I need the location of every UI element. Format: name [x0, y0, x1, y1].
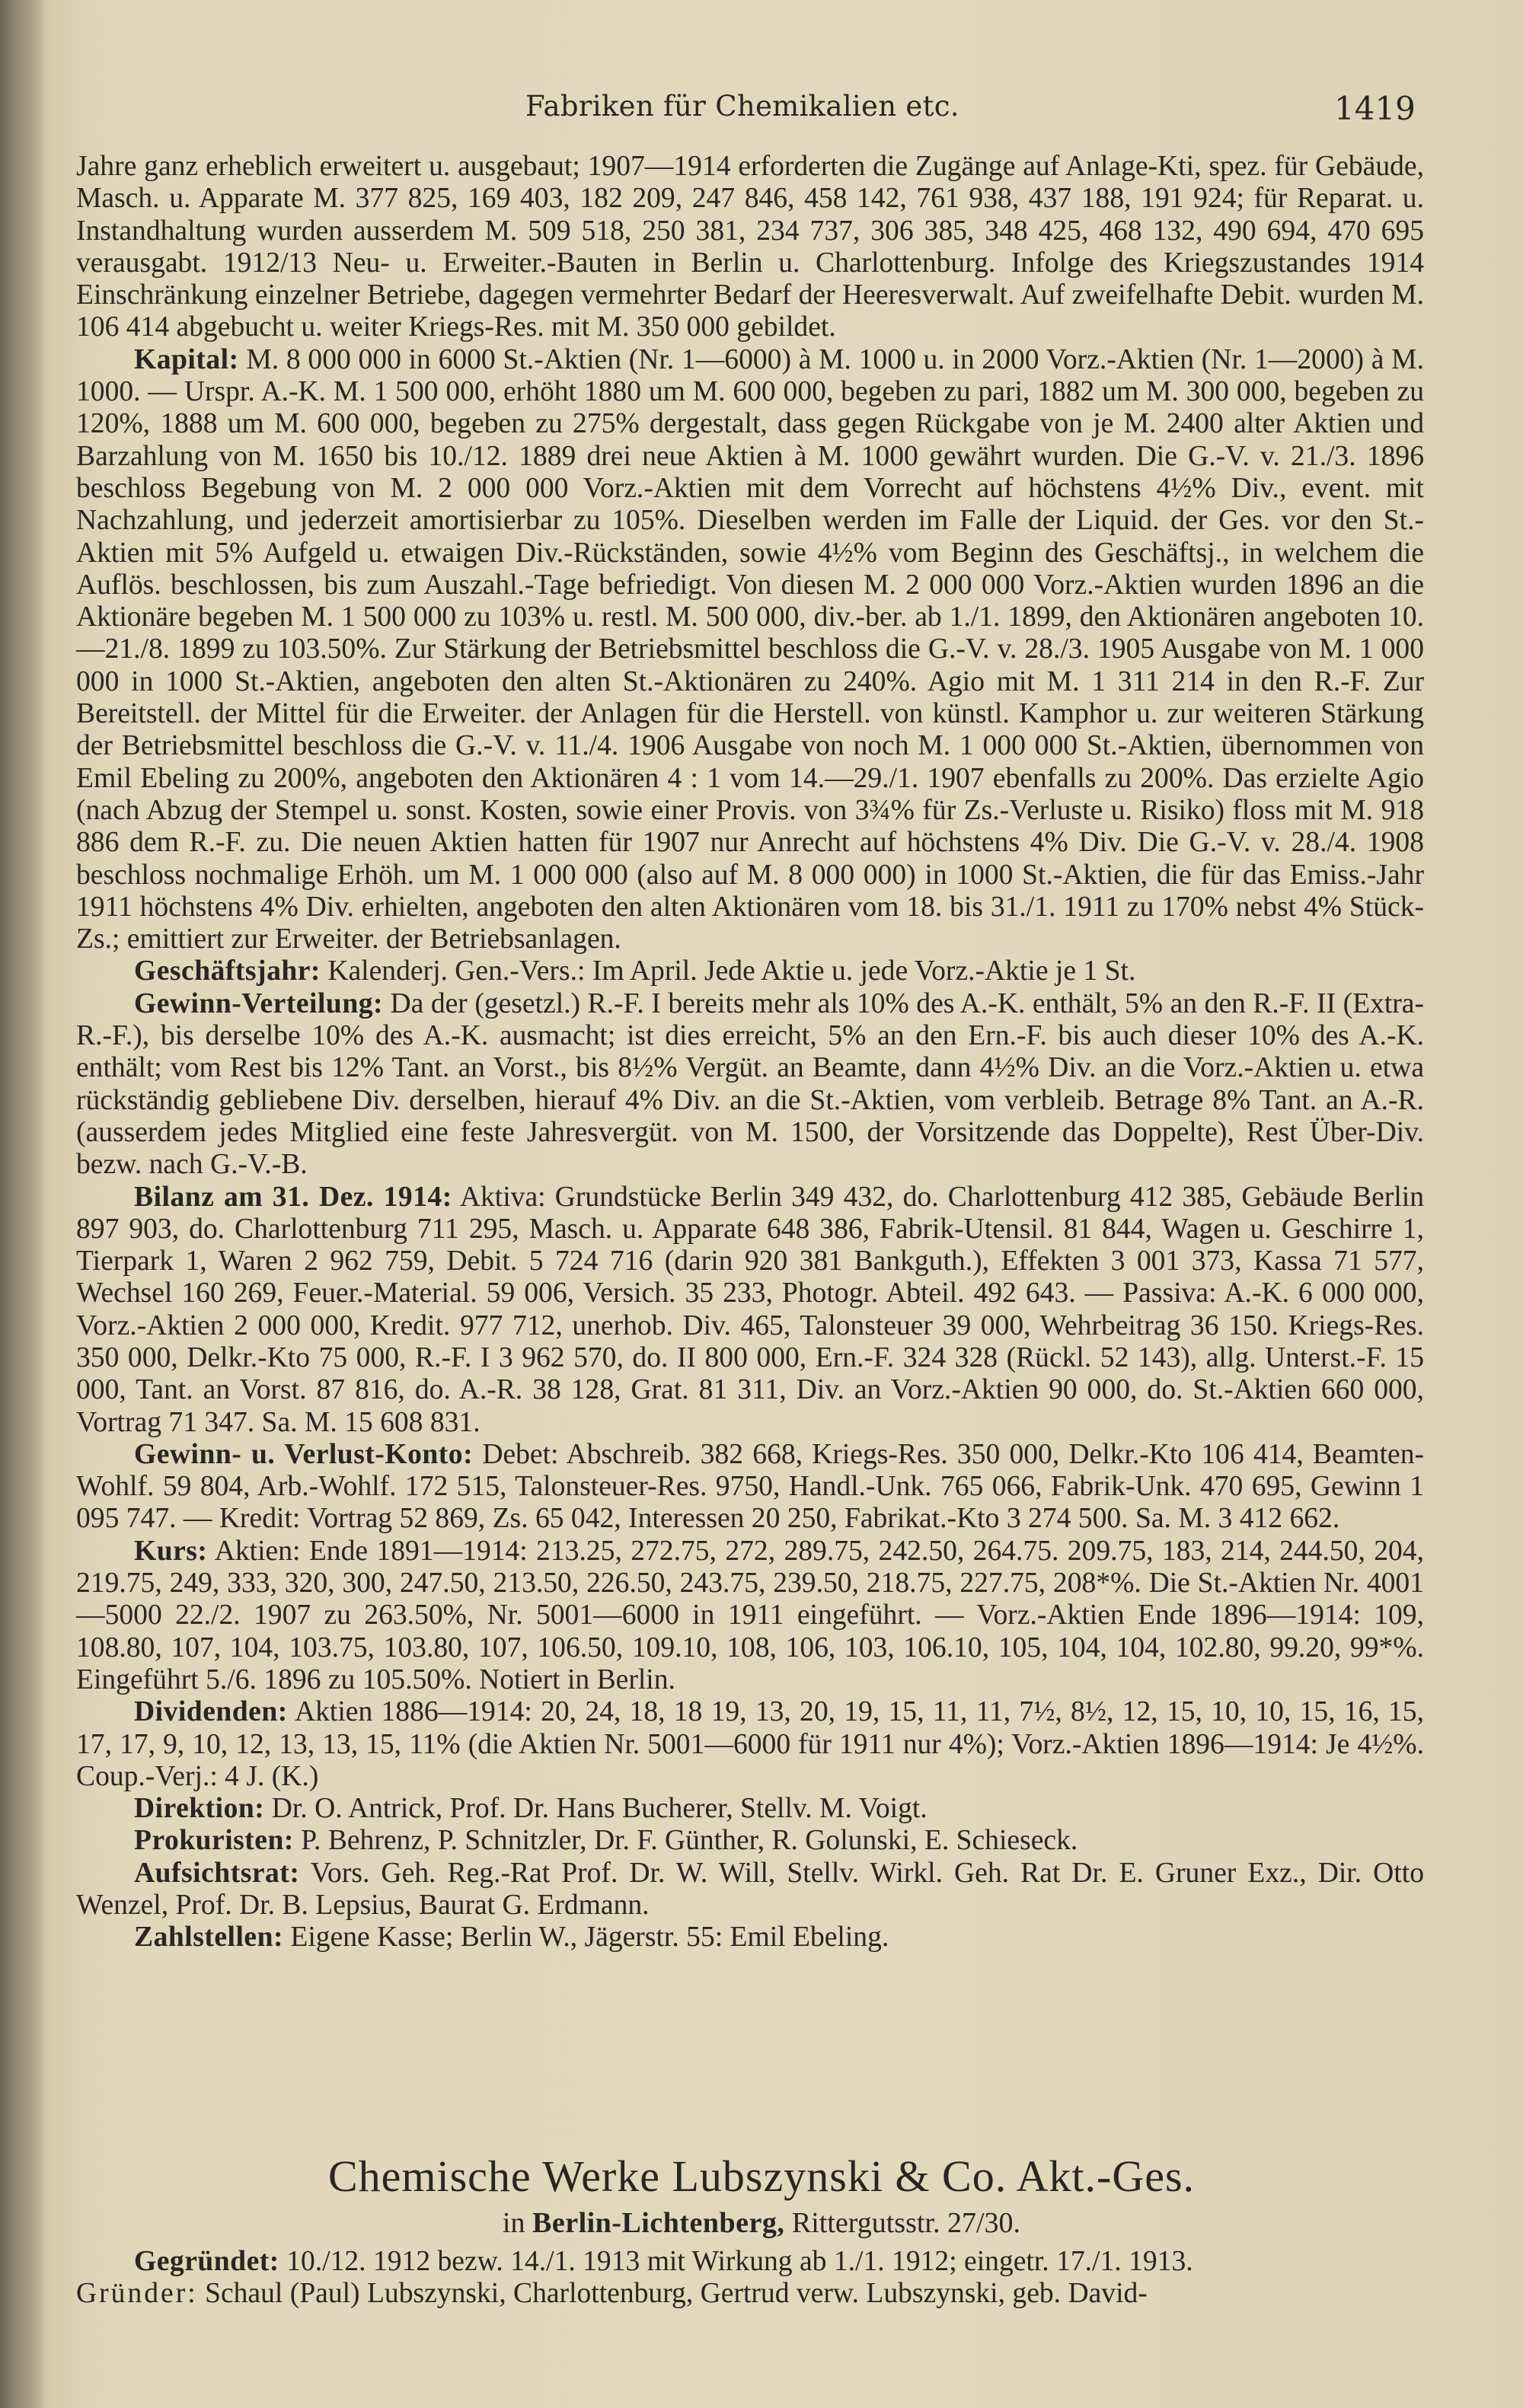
company-heading: Chemische Werke Lubszynski & Co. Akt.-Ges. [327, 2151, 1196, 2201]
paragraph-gegruendet: Gegründet: 10./12. 1912 bezw. 14./1. 1913 mit Wirkung ab 1./1. 1912; eingetr. 17./1. 1913. [134, 2246, 1193, 2277]
paragraph-intro: Jahre ganz erheblich erweitert u. ausgebaut; 1907—1914 erforderten die Zugänge auf Anlage-Kti, spez. für Gebäude, Masch. u. Apparate M. 377 825, 169 403, 182 209, 247 846, 458 142, 761 938, 437 188, 191 924; für Reparat. u. Instandhaltung wurden ausserdem M. 509 518, 250 381, 234 737, 306 385, 348 425, 468 132, 490 694, 470 695 verausgabt. 1912/13 Neu- u. Erweiter.-Bauten in Berlin u. Charlottenburg. Infolge des Kriegszustandes 1914 Einschränkung einzelner Betriebe, dagegen vermehrter Bedarf der Heeresverwalt. Auf zweifelhafte Debit. wurden M. 106 414 abgebucht u. weiter Kriegs-Res. mit M. 350 000 gebildet. [76, 151, 1424, 343]
paragraph-kurs: Kurs: Aktien: Ende 1891—1914: 213.25, 272.75, 272, 289.75, 242.50, 264.75. 209.75, 183, 214, 244.50, 204, 219.75, 249, 333, 320, 300, 247.50, 213.50, 226.50, 243.75, 239.50, 218.75, 227.75, 208*%. Die St.-Aktien Nr. 4001—5000 22./2. 1907 zu 263.50%, Nr. 5001—6000 in 1911 eingeführt. — Vorz.-Aktien Ende 1896—1914: 109, 108.80, 107, 104, 103.75, 103.80, 107, 106.50, 109.10, 108, 106, 103, 106.10, 105, 104, 104, 102.80, 99.20, 99*%. Eingeführt 5./6. 1896 zu 105.50%. Notiert in Berlin. [76, 1535, 1424, 1695]
page-header [0, 90, 1523, 136]
paragraph-direktion: Direktion: Dr. O. Antrick, Prof. Dr. Hans Bucherer, Stellv. M. Voigt. [134, 1793, 928, 1825]
running-title: Fabriken für Chemikalien etc. [525, 90, 959, 123]
section-label: Aufsichtsrat: [134, 1857, 300, 1889]
location-prefix: in [502, 2207, 525, 2239]
section-label: Dividenden: [134, 1696, 288, 1728]
paragraph-gewinn-verlust: Gewinn- u. Verlust-Konto: Debet: Abschreib. 382 668, Kriegs-Res. 350 000, Delkr.-Kto 106 414, Beamten-Wohlf. 59 804, Arb.-Wohlf. 172 515, Talonsteuer-Res. 9750, Handl.-Unk. 765 066, Fabrik-Unk. 470 695, Gewinn 1 095 747. — Kredit: Vortrag 52 869, Zs. 65 042, Interessen 20 250, Fabrikat.-Kto 3 274 500. Sa. M. 3 412 662. [76, 1438, 1424, 1535]
paragraph-gewinn-verteilung: Gewinn-Verteilung: Da der (gesetzl.) R.-F. I bereits mehr als 10% des A.-K. enthält, 5% an den R.-F. II (Extra-R.-F.), bis derselbe 10% des A.-K. ausmacht; ist dies erreicht, 5% an den Ern.-F. bis auch dieser 10% des A.-K. enthält; vom Rest bis 12% Tant. an Vorst., bis 8½% Vergüt. an Beamte, dann 4½% Div. an die Vorz.-Aktien u. etwa rückständig gebliebene Div. derselben, hierauf 4% Div. an die St.-Aktien, vom verbleib. Betrage 8% Tant. an A.-R. (ausserdem jedes Mitglied eine feste Jahresvergüt. von M. 1500, der Vorsitzende das Doppelte), Rest Über-Div. bezw. nach G.-V.-B. [76, 987, 1424, 1181]
section-label: Gegründet: [134, 2246, 279, 2277]
book-spine-shadow [0, 0, 46, 2408]
location-street: Rittergutsstr. 27/30. [791, 2207, 1021, 2239]
section-label: Gewinn- u. Verlust-Konto: [134, 1438, 474, 1470]
paragraph-kapital: Kapital: M. 8 000 000 in 6000 St.-Aktien (Nr. 1—6000) à M. 1000 u. in 2000 Vorz.-Aktien (Nr. 1—2000) à M. 1000. — Urspr. A.-K. M. 1 500 000, erhöht 1880 um M. 600 000, begeben zu pari, 1882 um M. 300 000, begeben zu 120%, 1888 um M. 600 000, begeben zu 275% dergestalt, dass gegen Rückgabe von je M. 2400 alter Aktien und Barzahlung von M. 1650 bis 10./12. 1889 drei neue Aktien à M. 1000 gewährt wurden. Die G.-V. v. 21./3. 1896 beschloss Begebung von M. 2 000 000 Vorz.-Aktien mit dem Vorrecht auf höchstens 4½% Div., event. mit Nachzahlung, und jederzeit amortisierbar zu 105%. Dieselben werden im Falle der Liquid. der Ges. vor den St.-Aktien mit 5% Aufgeld u. etwaigen Div.-Rückständen, sowie 4½% vom Beginn des Geschäftsj., in welchem die Auflös. beschlossen, bis zum Auszahl.-Tage befriedigt. Von diesen M. 2 000 000 Vorz.-Aktien wurden 1896 an die Aktionäre begeben M. 1 500 000 zu 103% u. restl. M. 500 000, div.-ber. ab 1./1. 1899, den Aktionären angeboten 10.—21./8. 1899 zu 103.50%. Zur Stärkung der Betriebsmittel beschloss die G.-V. v. 28./3. 1905 Ausgabe von M. 1 000 000 in 1000 St.-Aktien, angeboten den alten St.-Aktionären zu 240%. Agio mit M. 1 311 214 in den R.-F. Zur Bereitstell. der Mittel für die Erweiter. der Anlagen für die Herstell. von künstl. Kamphor u. zur weiteren Stärkung der Betriebsmittel beschloss die G.-V. v. 11./4. 1906 Ausgabe von noch M. 1 000 000 St.-Aktien, übernommen von Emil Ebeling zu 200%, angeboten den Aktionären 4 : 1 vom 14.—29./1. 1907 ebenfalls zu 200%. Das erzielte Agio (nach Abzug der Stempel u. sonst. Kosten, sowie einer Provis. von 3¾% für Zs.-Verluste u. Risiko) floss mit M. 918 886 dem R.-F. zu. Die neuen Aktien hatten für 1907 nur Anrecht auf höchstens 4% Div. Die G.-V. v. 28./4. 1908 beschloss nochmalige Erhöh. um M. 1 000 000 (also auf M. 8 000 000) in 1000 St.-Aktien, die für das Emiss.-Jahr 1911 höchstens 4% Div. erhielten, angeboten den alten Aktionären vom 18. bis 31./1. 1911 zu 170% nebst 4% Stück-Zs.; emittiert zur Erweiter. der Betriebsanlagen. [76, 343, 1424, 955]
paragraph-aufsichtsrat: Aufsichtsrat: Vors. Geh. Reg.-Rat Prof. Dr. W. Will, Stellv. Wirkl. Geh. Rat Dr. E. Gruner Exz., Dir. Otto Wenzel, Prof. Dr. B. Lepsius, Baurat G. Erdmann. [76, 1857, 1424, 1922]
section-label: Bilanz am 31. Dez. 1914: [134, 1181, 452, 1213]
paragraph-geschaeftsjahr: Geschäftsjahr: Kalenderj. Gen.-Vers.: Im April. Jede Aktie u. jede Vorz.-Aktie je 1 St. [134, 955, 1136, 987]
location-place: Berlin-Lichtenberg, [532, 2207, 785, 2239]
paragraph-zahlstellen: Zahlstellen: Eigene Kasse; Berlin W., Jägerstr. 55: Emil Ebeling. [134, 1922, 889, 1954]
company-entry-body [76, 151, 1424, 1954]
paragraph-bilanz: Bilanz am 31. Dez. 1914: Aktiva: Grundstücke Berlin 349 432, do. Charlottenburg 412 385, Gebäude Berlin 897 903, do. Charlottenburg 711 295, Masch. u. Apparate 648 386, Fabrik-Utensil. 81 844, Wagen u. Geschirre 1, Tierpark 1, Waren 2 962 759, Debit. 5 724 716 (darin 920 381 Bankguth.), Effekten 3 001 373, Kassa 71 577, Wechsel 160 269, Feuer.-Material. 59 006, Versich. 35 233, Photogr. Abteil. 492 643. — Passiva: A.-K. 6 000 000, Vorz.-Aktien 2 000 000, Kredit. 977 712, unerhob. Div. 465, Talonsteuer 39 000, Wehrbeitrag 36 150. Kriegs-Res. 350 000, Delkr.-Kto 75 000, R.-F. I 3 962 570, do. II 800 000, Ern.-F. 324 328 (Rückl. 52 143), allg. Unterst.-F. 15 000, Tant. an Vorst. 87 816, do. A.-R. 38 128, Grat. 81 311, Div. an Vorz.-Aktien 90 000, do. St.-Aktien 660 000, Vortrag 71 347. Sa. M. 15 608 831. [76, 1181, 1425, 1438]
section-label: Gewinn-Verteilung: [134, 987, 384, 1019]
section-label: Prokuristen: [134, 1825, 294, 1857]
section-label: Zahlstellen: [134, 1922, 283, 1954]
section-label: Direktion: [134, 1793, 265, 1825]
company-location [0, 2206, 1523, 2240]
section-label: Geschäftsjahr: [134, 955, 321, 987]
section-label: Kapital: [134, 343, 239, 375]
section-label: Gründer: [76, 2278, 198, 2310]
paragraph-dividenden: Dividenden: Aktien 1886—1914: 20, 24, 18, 18 19, 13, 20, 19, 15, 11, 11, 7½, 8½, 12, 15, 10, 10, 15, 16, 15, 17, 17, 9, 10, 12, 13, 13, 15, 11% (die Aktien Nr. 5001—6000 für 1911 nur 4%); Vorz.-Aktien 1896—1914: Je 4½%. Coup.-Verj.: 4 J. (K.) [76, 1696, 1424, 1792]
section-label: Kurs: [134, 1535, 208, 1567]
page-number: 1419 [1334, 90, 1416, 127]
paragraph-gruender: Gründer: Schaul (Paul) Lubszynski, Charlottenburg, Gertrud verw. Lubszynski, geb. David- [76, 2278, 1148, 2310]
next-entry-body [76, 2246, 1424, 2311]
paragraph-prokuristen: Prokuristen: P. Behrenz, P. Schnitzler, Dr. F. Günther, R. Golunski, E. Schieseck. [134, 1825, 1078, 1857]
